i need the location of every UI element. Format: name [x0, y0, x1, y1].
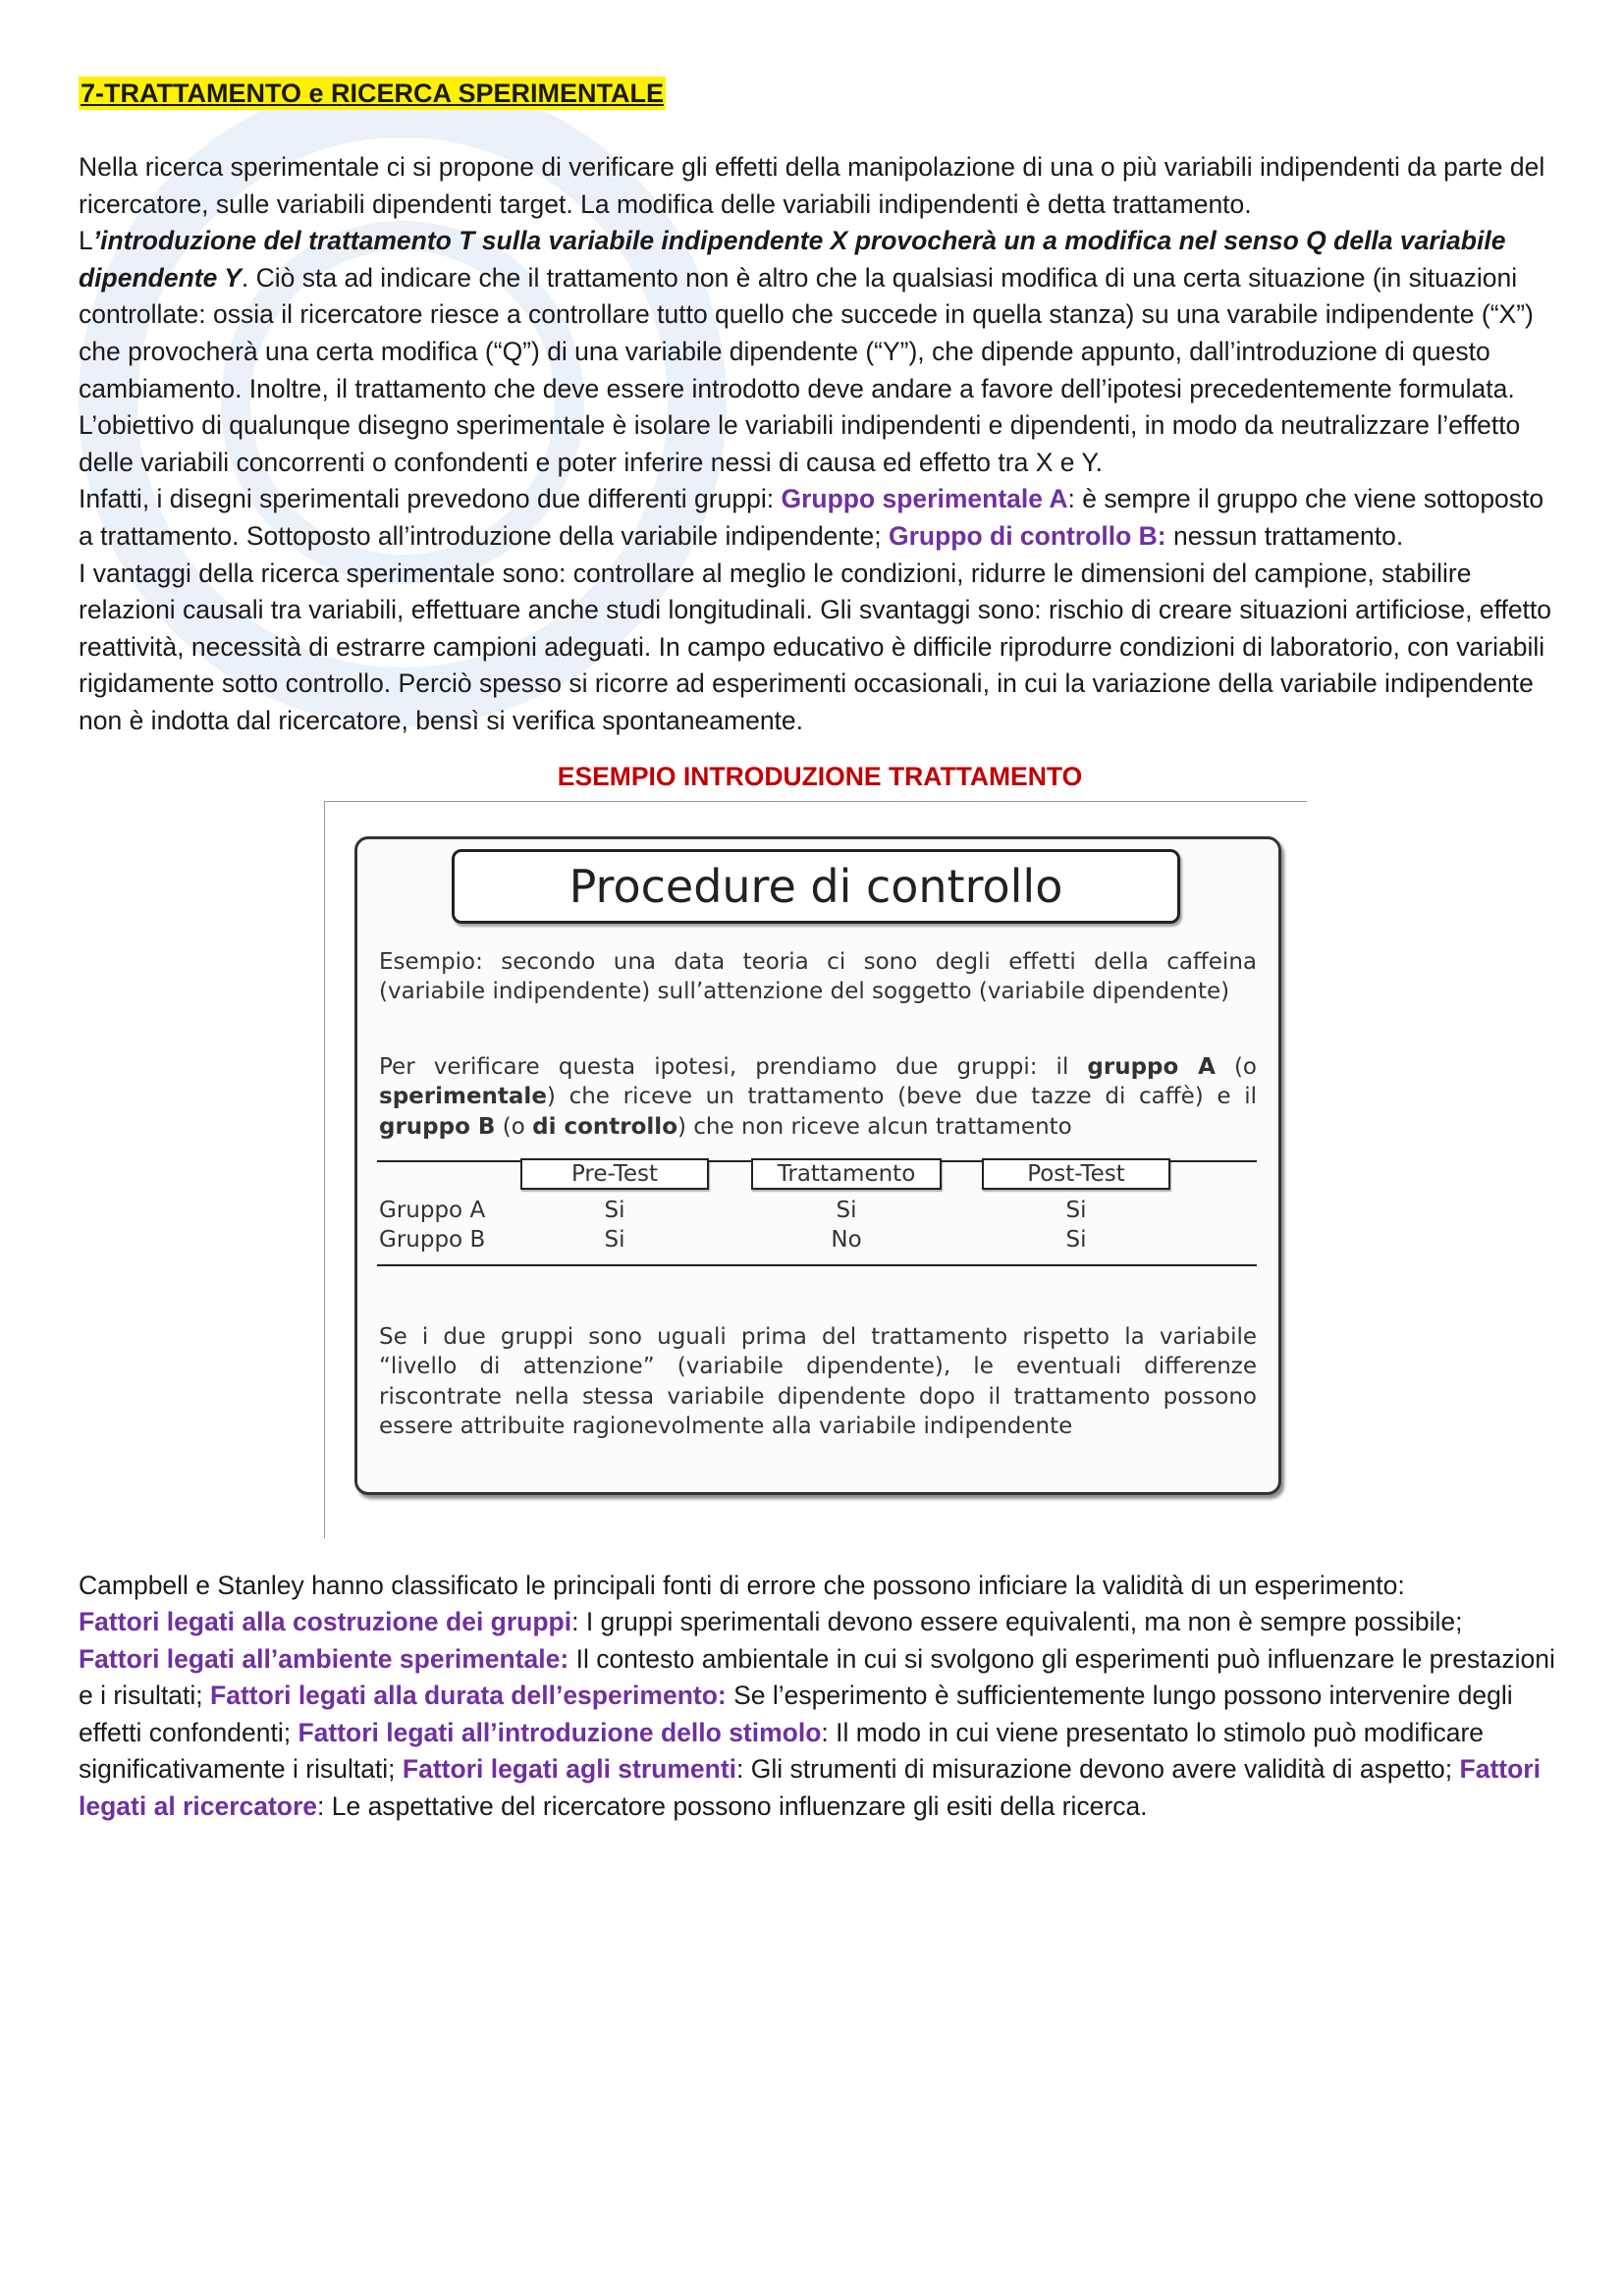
table-cell: Si — [1065, 1197, 1087, 1223]
paragraph-advantages: I vantaggi della ricerca sperimentale sono: controllare al meglio le condizioni, ridurre le dimensioni del campione, stabilire relazioni causali tra variabili, effettuare anche studi longitudinali. Gli svantaggi sono: rischio di creare situazioni artificiose, effetto reattività, necessità di estrarre campioni adeguati. In campo educativo è difficile riprodurre condizioni di laboratorio, con variabili rigidamente sotto controllo. Perciò spesso si ricorre ad esperimenti occasionali, in cui la variazione della variabile indipendente non è indotta dal ricercatore, bensì si verifica spontaneamente. — [79, 558, 1552, 735]
panel-text-example: Esempio: secondo una data teoria ci sono degli effetti della caffeina (variabile indipendente) sull’attenzione del soggetto (variabile dipendente) — [379, 948, 1257, 1004]
factor-label: Fattori legati all’ambiente sperimentale: — [79, 1643, 569, 1674]
paragraph-error-sources: Campbell e Stanley hanno classificato le principali fonti di errore che possono inficiare la validità di un esperimento: Fattori legati alla costruzione dei gruppi: I gruppi sperimentali devono essere equivalenti, ma non è sempre possibile; Fattori legati all’ambiente sperimentale: Il contesto ambientale in cui si svolgono gli esperimenti può influenzare le prestazioni e i risultati; Fattori legati alla durata dell’esperimento: Se l’esperimento è sufficientemente lungo possono intervenire degli effetti confondenti; Fattori legati all’introduzione dello stimolo: Il modo in cui viene presentato lo stimolo può modificare significativamente i risultati; Fattori legati agli strumenti: Gli strumenti di misurazione devono avere validità di aspetto; Fattori legati al ricercatore: Le aspettative del ricercatore possono influenzare gli esiti della ricerca. — [79, 1570, 1555, 1822]
example-heading: ESEMPIO INTRODUZIONE TRATTAMENTO — [557, 761, 1083, 791]
factor-label: Fattori legati alla costruzione dei gruppi — [79, 1607, 572, 1637]
table-bottom-rule — [377, 1264, 1257, 1266]
table-cell: Si — [836, 1197, 857, 1223]
factor-label: Fattori legati all’introduzione dello stimolo — [298, 1717, 822, 1747]
table-row-label: Gruppo A — [379, 1197, 486, 1223]
factor-label: Fattori legati agli strumenti — [402, 1754, 737, 1785]
highlight-gruppo-sperimentale: Gruppo sperimentale A — [781, 484, 1068, 514]
table-header-posttest: Post-Test — [982, 1158, 1170, 1190]
table-cell: Si — [1065, 1226, 1087, 1253]
bold-italic-statement: ’introduzione del trattamento T sulla variabile indipendente X provocherà un a modifica nel senso Q della variabile dipendente Y — [79, 226, 1506, 293]
panel-text-hypothesis: Per verificare questa ipotesi, prendiamo due gruppi: il gruppo A (o sperimentale) che riceve un trattamento (beve due tazze di caffè) e il gruppo B (o di controllo) che non riceve alcun trattamento — [379, 1053, 1258, 1140]
highlight-gruppo-controllo: Gruppo di controllo B: — [888, 520, 1166, 551]
factor-label: Fattori legati al ricercatore — [79, 1754, 1541, 1822]
paragraph-intro: Nella ricerca sperimentale ci si propone di verificare gli effetti della manipolazione di una o più variabili indipendenti da parte del ricercatore, sulle variabili dipendenti target. La modifica delle variabili indipendenti è detta trattamento. L’introduzione del trattamento T sulla variabile indipendente X provocherà un a modifica nel senso Q della variabile dipendente Y. Ciò sta ad indicare che il trattamento non è altro che la qualsiasi modifica di una certa situazione (in situazioni controllate: ossia il ricercatore riesce a controllare tutto quello che succede in quella stanza) su una varabile indipendente (“X”) che provocherà una certa modifica (“Q”) di una variabile dipendente (“Y”), che dipende appunto, dall’introduzione di questo cambiamento. Inoltre, il trattamento che deve essere introdotto deve andare a favore dell’ipotesi precedentemente formulata. L’obiettivo di qualunque disegno sperimentale è isolare le variabili indipendenti e dipendenti, in modo da neutralizzare l’effetto delle variabili concorrenti o confondenti e poter inferire nessi di causa ed effetto tra X e Y. Infatti, i disegni sperimentali prevedono due differenti gruppi: Gruppo sperimentale A: è sempre il gruppo che viene sottoposto a trattamento. Sottoposto all’introduzione della variabile indipendente; Gruppo di controllo B: nessun trattamento. I vantaggi della ricerca sperimentale sono: controllare al meglio le condizioni, ridurre le dimensioni del campione, stabilire relazioni causali tra variabili, effettuare anche studi longitudinali. Gli svantaggi sono: rischio di creare situazioni artificiose, effetto reattività, necessità di estrarre campioni adeguati. In campo educativo è difficile riprodurre condizioni di laboratorio, con variabili rigidamente sotto controllo. Perciò spesso si ricorre ad esperimenti occasionali, in cui la variazione della variabile indipendente non è indotta dal ricercatore, bensì si verifica spontaneamente. — [79, 152, 1552, 735]
example-figure — [324, 801, 1307, 1538]
panel-text-conclusion: Se i due gruppi sono uguali prima del trattamento rispetto la variabile “livello di attenzione” (variabile dipendente), le eventuali differenze riscontrate nella stessa variabile dipendente dopo il trattamento possono essere attribuite ragionevolmente alla variabile indipendente — [379, 1323, 1257, 1439]
procedure-panel — [354, 836, 1281, 1495]
panel-title: Procedure di controllo — [452, 849, 1180, 924]
table-cell: Si — [604, 1226, 625, 1253]
table-cell: Si — [604, 1197, 625, 1223]
factor-label: Fattori legati alla durata dell’esperimento: — [210, 1681, 727, 1711]
table-header-trattamento: Trattamento — [751, 1158, 942, 1190]
page-title: 7-TRATTAMENTO e RICERCA SPERIMENTALE — [81, 79, 665, 108]
table-cell: No — [831, 1226, 862, 1253]
document-page — [79, 77, 1561, 1826]
table-row-label: Gruppo B — [379, 1226, 486, 1253]
paragraph-objective: L’obiettivo di qualunque disegno sperimentale è isolare le variabili indipendenti e dipendenti, in modo da neutralizzare l’effetto delle variabili concorrenti o confondenti e poter inferire nessi di causa ed effetto tra X e Y. — [79, 410, 1521, 477]
table-header-pretest: Pre-Test — [520, 1158, 709, 1190]
